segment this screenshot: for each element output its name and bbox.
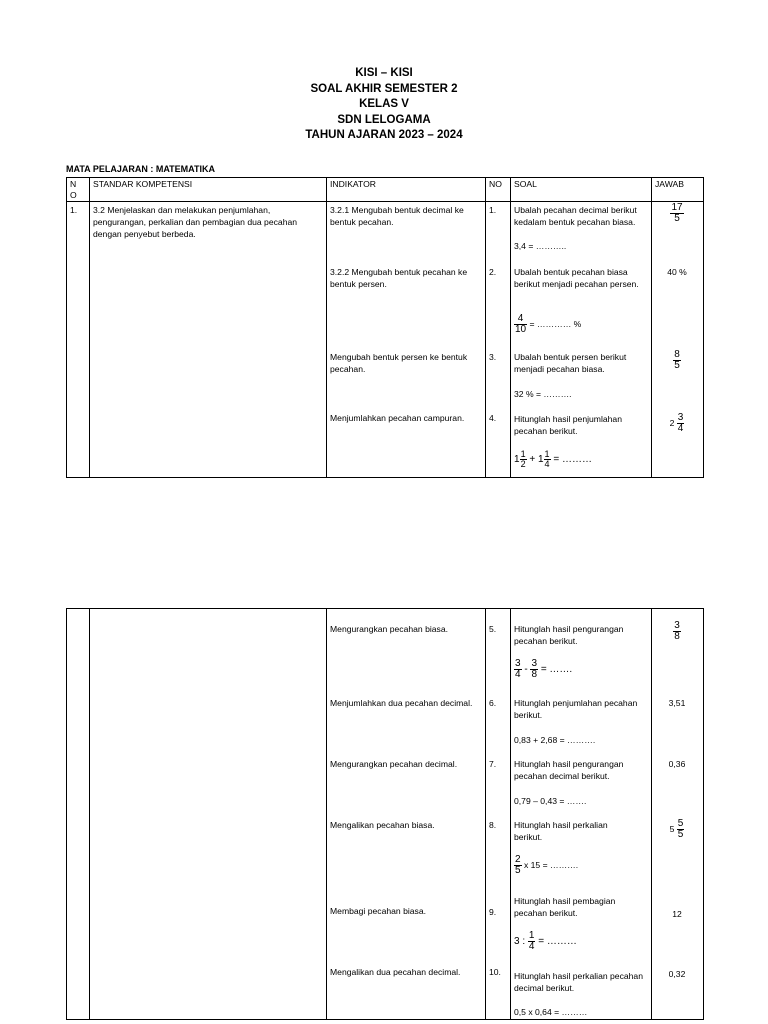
- header-indikator: INDIKATOR: [330, 179, 376, 189]
- header-jawab: JAWAB: [655, 179, 684, 189]
- soal-9-tail: = ………: [538, 936, 577, 948]
- jawab-6: 3,51: [668, 698, 686, 708]
- soal-5-op: -: [524, 664, 528, 676]
- indikator-8: Mengalikan pecahan biasa.: [330, 820, 435, 830]
- soal-3-expression: 32 % = ……….: [514, 389, 572, 399]
- jawab-4: [655, 413, 699, 434]
- soal-5-b-num: 3: [531, 658, 538, 669]
- soal-4-b-den: 4: [544, 459, 550, 469]
- soal-8-num: 2: [515, 854, 521, 865]
- soal-9: Hitunglah hasil pembagian pecahan berikut.: [514, 896, 616, 918]
- indikator-7: Mengurangkan pecahan decimal.: [330, 759, 458, 769]
- item-no-1: 1.: [489, 205, 497, 215]
- indikator-9: Membagi pecahan biasa.: [330, 906, 427, 916]
- soal-9-lead: 3 :: [514, 936, 526, 948]
- jawab-8-num: 5: [677, 818, 684, 829]
- jawab-3: [655, 350, 699, 371]
- jawab-1: [655, 203, 699, 224]
- soal-6: Hitunglah penjumlahan pecahan berikut.: [514, 698, 638, 720]
- indikator-1: 3.2.1 Mengubah bentuk decimal ke bentuk pecahan.: [330, 205, 464, 227]
- jawab-7: 0,36: [668, 759, 686, 769]
- soal-7: Hitunglah hasil pengurangan pecahan decimal berikut.: [514, 759, 624, 781]
- soal-4-a-num: 1: [520, 449, 526, 459]
- soal-2-num: 4: [514, 314, 527, 325]
- jawab-8-den: 5: [677, 829, 684, 840]
- row-number: 1.: [70, 205, 78, 215]
- item-no-3: 3.: [489, 352, 497, 362]
- soal-9-num: 1: [528, 930, 535, 941]
- jawab-3-num: 8: [674, 349, 680, 360]
- soal-4-expression: [514, 450, 592, 469]
- item-no-4: 4.: [489, 413, 497, 423]
- header-line-1: KISI – KISI: [355, 67, 413, 79]
- soal-7-expression: 0,79 – 0,43 = …….: [514, 796, 587, 806]
- soal-5-tail: = …….: [540, 664, 573, 676]
- soal-10-expression: 0,5 x 0,64 = ………: [514, 1007, 588, 1017]
- jawab-5-den: 8: [674, 631, 680, 642]
- soal-1-expression: 3,4 = ………..: [514, 241, 567, 251]
- item-no-9: 9.: [489, 907, 497, 917]
- kisi-table-page-1: [66, 177, 704, 478]
- soal-8: Hitunglah hasil perkalian berikut.: [514, 820, 608, 842]
- indikator-4: Menjumlahkan pecahan campuran.: [330, 413, 465, 423]
- jawab-9: 12: [672, 909, 682, 919]
- jawab-1-num: 17: [671, 202, 683, 213]
- soal-5-expression: [514, 659, 572, 680]
- item-no-7: 7.: [489, 759, 497, 769]
- header-nomor: NO: [489, 179, 502, 189]
- soal-9-expression: [514, 931, 577, 952]
- indikator-6: Menjumlahkan dua pecahan decimal.: [330, 698, 473, 708]
- document-header: [0, 66, 768, 144]
- soal-5-a-den: 4: [515, 669, 521, 680]
- indikator-10: Mengalikan dua pecahan decimal.: [330, 967, 461, 977]
- indikator-5: Mengurangkan pecahan biasa.: [330, 624, 449, 634]
- soal-6-expression: 0,83 + 2,68 = ……….: [514, 735, 596, 745]
- soal-8-den: 5: [515, 865, 521, 876]
- soal-2-tail: = ………… %: [529, 318, 582, 329]
- soal-5-b-den: 8: [531, 669, 538, 680]
- soal-4: Hitunglah hasil penjumlahan pecahan berikut.: [514, 414, 622, 436]
- jawab-4-den: 4: [677, 423, 684, 434]
- soal-8-tail: x 15 = ……….: [523, 859, 579, 870]
- soal-1: Ubalah pecahan decimal berikut kedalam bentuk pecahan biasa.: [514, 205, 637, 227]
- soal-5-a-num: 3: [515, 658, 521, 669]
- header-soal: SOAL: [514, 179, 537, 189]
- item-no-6: 6.: [489, 698, 497, 708]
- soal-4-b-whole: 1: [537, 454, 544, 466]
- subject-label: MATA PELAJARAN : MATEMATIKA: [66, 164, 215, 174]
- standar-kompetensi-text: 3.2 Menjelaskan dan melakukan penjumlahan, pengurangan, perkalian dan pembagian dua pecahan dengan penyebut berbeda.: [93, 205, 298, 239]
- soal-3: Ubalah bentuk persen berikut menjadi pecahan biasa.: [514, 352, 627, 374]
- jawab-5: [655, 621, 699, 642]
- jawab-3-den: 5: [674, 360, 680, 371]
- soal-4-op: +: [529, 454, 536, 466]
- jawab-4-num: 3: [677, 412, 684, 423]
- jawab-1-den: 5: [674, 213, 680, 224]
- soal-4-a-den: 2: [520, 459, 526, 469]
- header-line-2: SOAL AKHIR SEMESTER 2: [310, 82, 458, 95]
- soal-4-tail: = ………: [553, 454, 592, 466]
- soal-4-a-whole: 1: [514, 454, 520, 466]
- soal-8-expression: [514, 855, 578, 876]
- header-no: N O: [70, 179, 77, 200]
- soal-2: Ubalah bentuk pecahan biasa berikut menjadi pecahan persen.: [514, 267, 639, 289]
- header-line-4: SDN LELOGAMA: [337, 113, 431, 126]
- jawab-2: 40 %: [667, 267, 687, 277]
- item-no-5: 5.: [489, 624, 497, 634]
- indikator-3: Mengubah bentuk persen ke bentuk pecahan.: [330, 352, 468, 374]
- soal-2-expression: [514, 314, 581, 335]
- jawab-5-num: 3: [674, 620, 680, 631]
- jawab-8: [655, 819, 699, 840]
- indikator-2: 3.2.2 Mengubah bentuk pecahan ke bentuk persen.: [330, 267, 468, 289]
- soal-10: Hitunglah hasil perkalian pecahan decimal berikut.: [514, 971, 643, 993]
- header-standar-kompetensi: STANDAR KOMPETENSI: [93, 179, 193, 189]
- soal-9-den: 4: [528, 941, 535, 952]
- kisi-table-page-2: [66, 608, 704, 1020]
- soal-4-b-num: 1: [544, 449, 550, 459]
- item-no-8: 8.: [489, 820, 497, 830]
- item-no-2: 2.: [489, 267, 497, 277]
- soal-2-den: 10: [515, 324, 527, 335]
- header-line-5: TAHUN AJARAN 2023 – 2024: [305, 129, 463, 141]
- soal-5: Hitunglah hasil pengurangan pecahan berikut.: [514, 624, 624, 646]
- header-line-3: KELAS V: [359, 98, 409, 110]
- jawab-8-whole: 5: [669, 823, 675, 834]
- jawab-10: 0,32: [668, 969, 686, 979]
- jawab-4-whole: 2: [669, 417, 675, 428]
- item-no-10: 10.: [489, 967, 501, 977]
